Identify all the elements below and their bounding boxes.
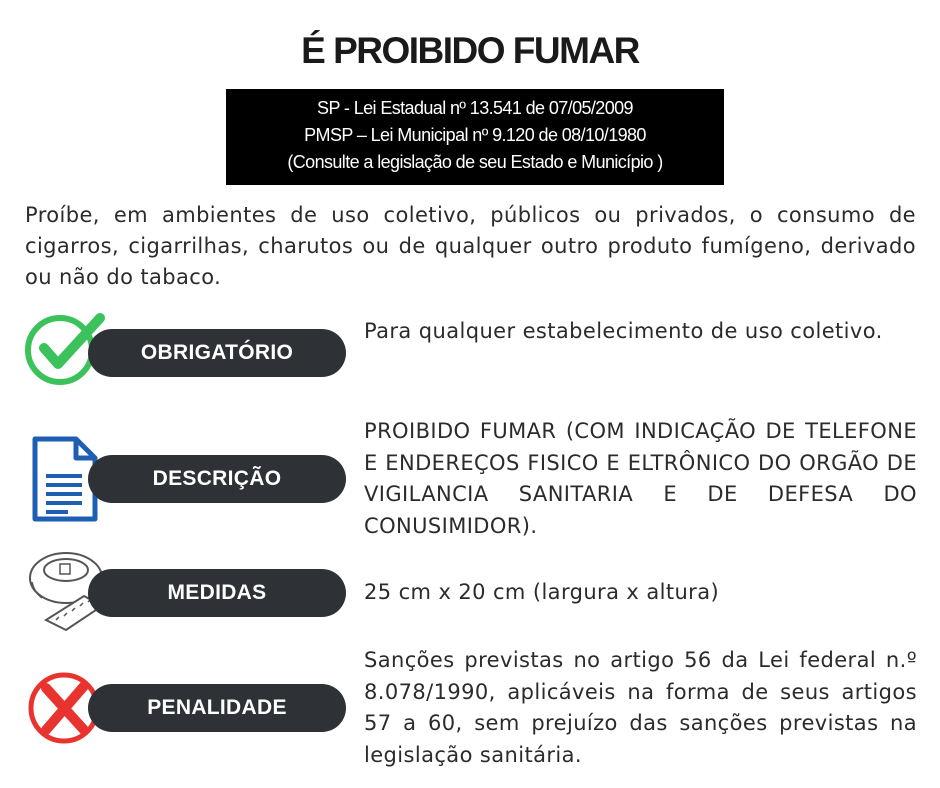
legal-line-note: (Consulte a legislação de seu Estado e Município ) xyxy=(287,152,663,172)
description-obrigatorio: Para qualquer estabelecimento de uso coletivo. xyxy=(364,319,883,343)
description-descricao: PROIBIDO FUMAR (COM INDICAÇÃO DE TELEFONE E ENDEREÇOS FISICO E ELTRÔNICO DO ORGÃO DE VIGILANCIA SANITARIA E DE DEFESA DO CONUSIMIDOR). xyxy=(364,419,917,538)
legal-line-state: SP - Lei Estadual nº 13.541 de 07/05/2009 xyxy=(317,98,633,118)
description-penalidade: Sanções previstas no artigo 56 da Lei federal n.º 8.078/1990, aplicáveis na forma de seus artigos 57 a 60, sem prejuízo das sanções previstas na legislação sanitária. xyxy=(364,648,917,767)
label-pill-medidas: MEDIDAS xyxy=(88,569,346,617)
description-medidas: 25 cm x 20 cm (largura x altura) xyxy=(364,580,720,604)
label-pill-obrigatorio: OBRIGATÓRIO xyxy=(88,329,346,377)
legal-reference-box xyxy=(226,89,724,185)
label-pill-descricao: DESCRIÇÃO xyxy=(88,455,346,503)
legal-line-municipal: PMSP – Lei Municipal nº 9.120 de 08/10/1980 xyxy=(304,125,646,145)
label-pill-penalidade: PENALIDADE xyxy=(88,684,346,732)
page-title: É PROIBIDO FUMAR xyxy=(301,30,639,71)
intro-paragraph: Proíbe, em ambientes de uso coletivo, públicos ou privados, o consumo de cigarros, cigarrilhas, charutos ou de qualquer outro produto fumígeno, derivado ou não do tabaco. xyxy=(25,203,916,289)
